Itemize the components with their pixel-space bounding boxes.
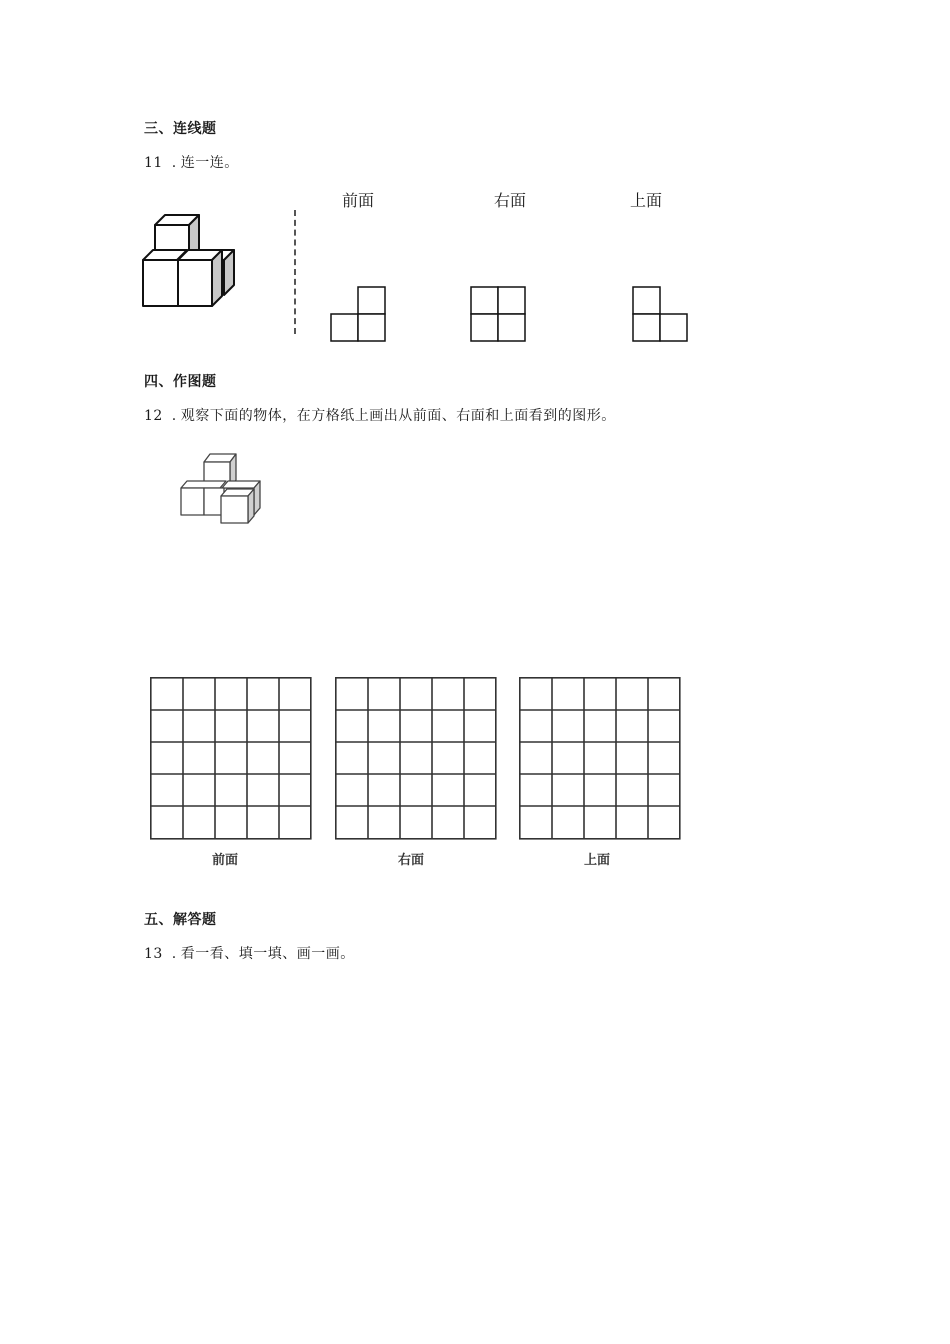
question-text: 看一看、填一填、画一画。 [180,946,355,962]
dashed-divider [294,210,296,334]
section-5-heading: 五、解答题 [144,912,217,928]
view-label-top: 上面 [630,191,663,210]
question-text: 连一连。 [180,155,239,171]
grid-label-right: 右面 [398,853,425,868]
small-cube-figure [178,450,268,530]
grid-right[interactable] [335,677,497,844]
section-4-heading: 四、作图题 [144,374,217,390]
grid-front[interactable] [150,677,312,844]
question-separator: . [171,946,177,962]
view-shape-b [470,286,528,344]
grid-paper[interactable] [335,677,497,840]
question-13 [144,943,355,963]
question-separator: . [171,155,177,171]
question-number: 12 [144,408,163,424]
question-separator: . [171,408,177,424]
question-11 [144,152,239,172]
view-shape-c [632,286,690,344]
section-3-heading: 三、连线题 [144,121,217,137]
question-text: 观察下面的物体，在方格纸上画出从前面、右面和上面看到的图形。 [180,408,616,424]
grid-label-top: 上面 [584,853,611,868]
view-shape-a [330,286,388,344]
grid-top[interactable] [519,677,681,844]
question-number: 11 [144,155,163,171]
grid-paper[interactable] [519,677,681,840]
view-label-front: 前面 [342,191,375,210]
view-label-right: 右面 [494,191,527,210]
grid-paper[interactable] [150,677,312,840]
question-number: 13 [144,946,163,962]
question-12 [144,405,616,425]
grid-label-front: 前面 [212,853,239,868]
cube-stack-figure [140,210,240,310]
